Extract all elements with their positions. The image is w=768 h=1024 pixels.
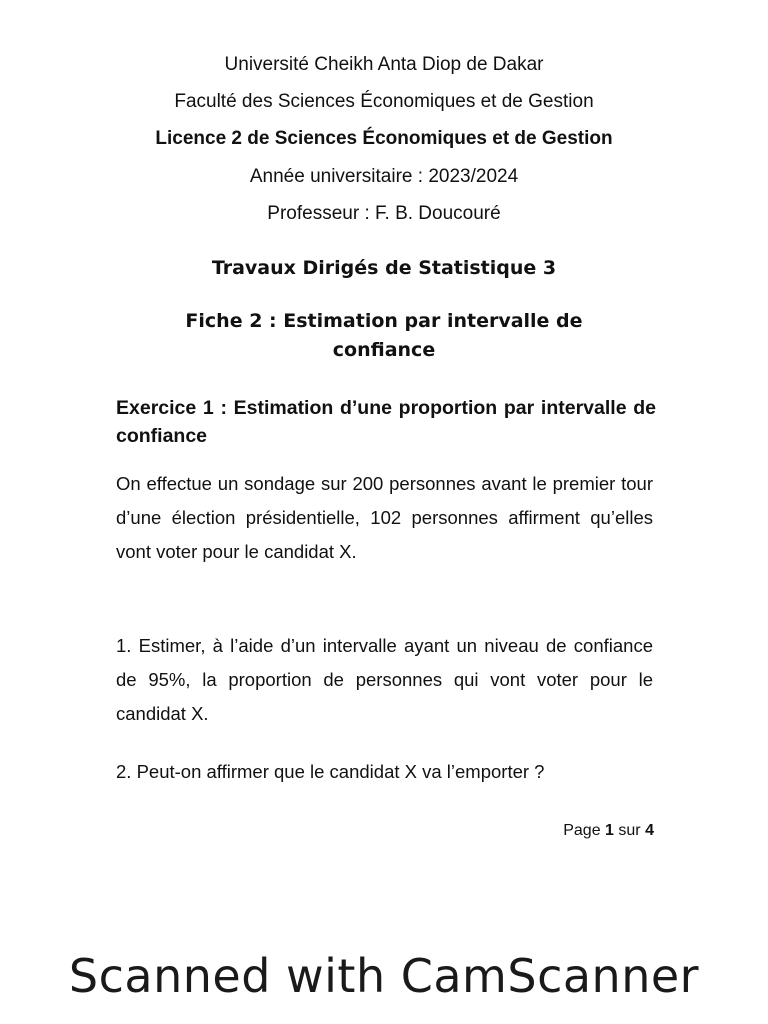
exercise-statement: On effectue un sondage sur 200 personnes avant le premier tour d’une élection présidentielle, 102 personnes affirment qu’elles vont voter pour le candidat X. xyxy=(116,473,653,562)
professor-name: Professeur : F. B. Doucouré xyxy=(267,203,501,224)
camscanner-watermark: Scanned with CamScanner xyxy=(68,949,700,1003)
document-subtitle-line2: confiance xyxy=(332,339,436,361)
document-title: Travaux Dirigés de Statistique 3 xyxy=(211,257,557,279)
faculty-name: Faculté des Sciences Économiques et de Gestion xyxy=(174,91,594,112)
page-current: 1 xyxy=(605,822,614,839)
exercise-title: Exercice 1 : Estimation d’une proportion par intervalle de confiance xyxy=(116,397,656,447)
program-name: Licence 2 de Sciences Économiques et de Gestion xyxy=(155,128,613,149)
document-subtitle-line1: Fiche 2 : Estimation par intervalle de xyxy=(185,310,583,332)
page-label: Page xyxy=(563,822,601,839)
page-number xyxy=(563,820,654,842)
page-separator: sur xyxy=(618,822,641,839)
question-1: 1. Estimer, à l’aide d’un intervalle ayant un niveau de confiance de 95%, la proportion de personnes qui vont voter pour le candidat X. xyxy=(116,635,653,724)
question-2: 2. Peut-on affirmer que le candidat X va l’emporter ? xyxy=(116,761,545,782)
university-name: Université Cheikh Anta Diop de Dakar xyxy=(224,54,544,75)
academic-year: Année universitaire : 2023/2024 xyxy=(249,166,519,187)
page-total: 4 xyxy=(645,822,654,839)
